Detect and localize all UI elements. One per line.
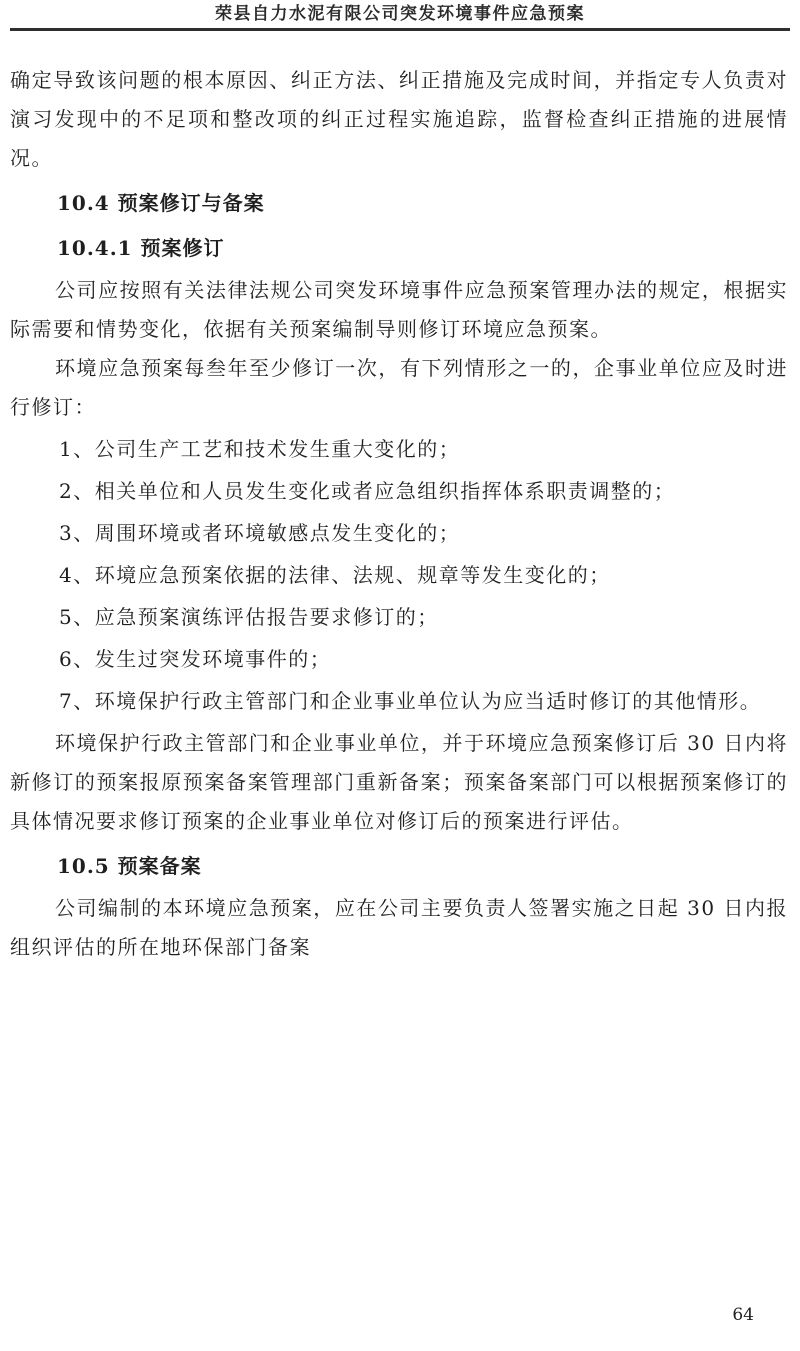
list-item-5: 5、应急预案演练评估报告要求修订的； xyxy=(59,605,439,629)
list-item-7: 7、环境保护行政主管部门和企业事业单位认为应当适时修订的其他情形。 xyxy=(59,689,762,713)
list-item-3: 3、周围环境或者环境敏感点发生变化的； xyxy=(59,521,461,545)
page-number: 64 xyxy=(732,1305,754,1325)
header-rule xyxy=(10,28,790,31)
document-body xyxy=(10,61,788,967)
heading-10-5: 10.5 预案备案 xyxy=(57,854,202,878)
paragraph-continuation: 确定导致该问题的根本原因、纠正方法、纠正措施及完成时间，并指定专人负责对演习发现中的不足项和整改项的纠正过程实施追踪，监督检查纠正措施的进展情况。 xyxy=(10,68,788,170)
list-item-4: 4、环境应急预案依据的法律、法规、规章等发生变化的； xyxy=(59,563,611,587)
paragraph-revision-rule: 公司应按照有关法律法规公司突发环境事件应急预案管理办法的规定，根据实际需要和情势变化，依据有关预案编制导则修订环境应急预案。 xyxy=(10,278,788,341)
list-item-2: 2、相关单位和人员发生变化或者应急组织指挥体系职责调整的； xyxy=(59,479,676,503)
list-item-1: 1、公司生产工艺和技术发生重大变化的； xyxy=(59,437,461,461)
paragraph-filing: 公司编制的本环境应急预案，应在公司主要负责人签署实施之日起 30 日内报组织评估的所在地环保部门备案 xyxy=(10,896,788,959)
header-title: 荣县自力水泥有限公司突发环境事件应急预案 xyxy=(215,4,585,24)
paragraph-record-refiling: 环境保护行政主管部门和企业事业单位，并于环境应急预案修订后 30 日内将新修订的预案报原预案备案管理部门重新备案；预案备案部门可以根据预案修订的具体情况要求修订预案的企业事业单位对修订后的预案进行评估。 xyxy=(10,731,788,833)
paragraph-revision-conditions: 环境应急预案每叁年至少修订一次，有下列情形之一的，企事业单位应及时进行修订： xyxy=(10,356,788,419)
heading-10-4-1: 10.4.1 预案修订 xyxy=(57,236,225,260)
page-header xyxy=(0,0,800,31)
heading-10-4: 10.4 预案修订与备案 xyxy=(57,191,265,215)
list-item-6: 6、发生过突发环境事件的； xyxy=(59,647,332,671)
